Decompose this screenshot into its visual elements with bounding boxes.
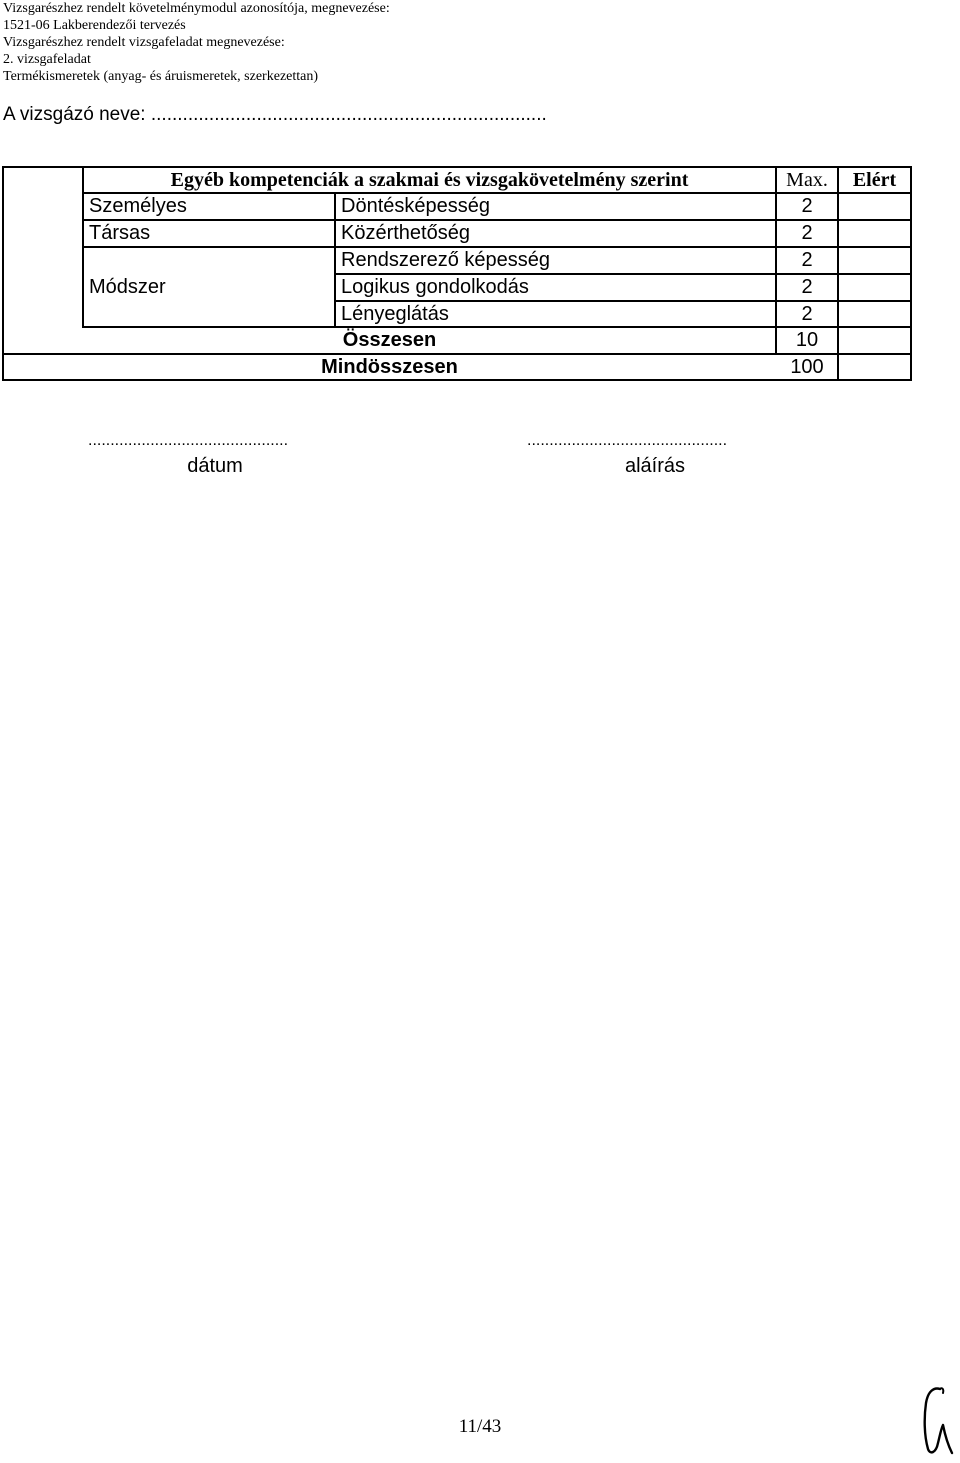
max-value: 2 <box>801 276 813 298</box>
category-social: Társas <box>89 222 151 244</box>
skill-logical-thinking: Logikus gondolkodás <box>341 276 529 298</box>
header-line-task-number: 2. vizsgafeladat <box>3 52 91 67</box>
table-rule <box>334 192 336 327</box>
date-dots: ............................................. <box>88 432 289 449</box>
table-border-right <box>910 166 912 381</box>
header-line-task-label: Vizsgarészhez rendelt vizsgafeladat megnevezése: <box>3 35 285 50</box>
total-label: Mindösszesen <box>321 356 458 378</box>
signature-dots: ............................................. <box>527 432 728 449</box>
max-value: 2 <box>801 222 813 244</box>
category-personal: Személyes <box>89 195 187 217</box>
header-line-task-title: Termékismeretek (anyag- és áruismeretek, szerkezettan) <box>3 69 319 84</box>
header-line-module-label: Vizsgarészhez rendelt követelménymodul azonosítója, megnevezése: <box>3 1 390 16</box>
category-method: Módszer <box>89 276 166 298</box>
examinee-name-line: A vizsgázó neve: ........................................................................... <box>3 104 547 125</box>
date-label: dátum <box>187 455 243 477</box>
skill-clarity: Közérthetőség <box>341 222 470 244</box>
handwritten-mark-icon <box>918 1383 954 1459</box>
skill-systematizing: Rendszerező képesség <box>341 249 551 271</box>
header-line-module-name: 1521-06 Lakberendezői tervezés <box>3 18 186 33</box>
skill-decision-making: Döntésképesség <box>341 195 490 217</box>
skill-insight: Lényeglátás <box>341 303 449 325</box>
page-number: 11/43 <box>458 1416 502 1437</box>
subtotal-label: Összesen <box>342 329 437 351</box>
total-value: 100 <box>790 356 824 378</box>
subtotal-value: 10 <box>795 329 819 351</box>
column-header-max: Max. <box>786 169 828 191</box>
max-value: 2 <box>801 195 813 217</box>
column-header-achieved: Elért <box>852 169 897 191</box>
table-title: Egyéb kompetenciák a szakmai és vizsgakövetelmény szerint <box>170 169 689 191</box>
table-rule <box>837 166 839 381</box>
signature-label: aláírás <box>624 455 686 477</box>
max-value: 2 <box>801 249 813 271</box>
max-value: 2 <box>801 303 813 325</box>
